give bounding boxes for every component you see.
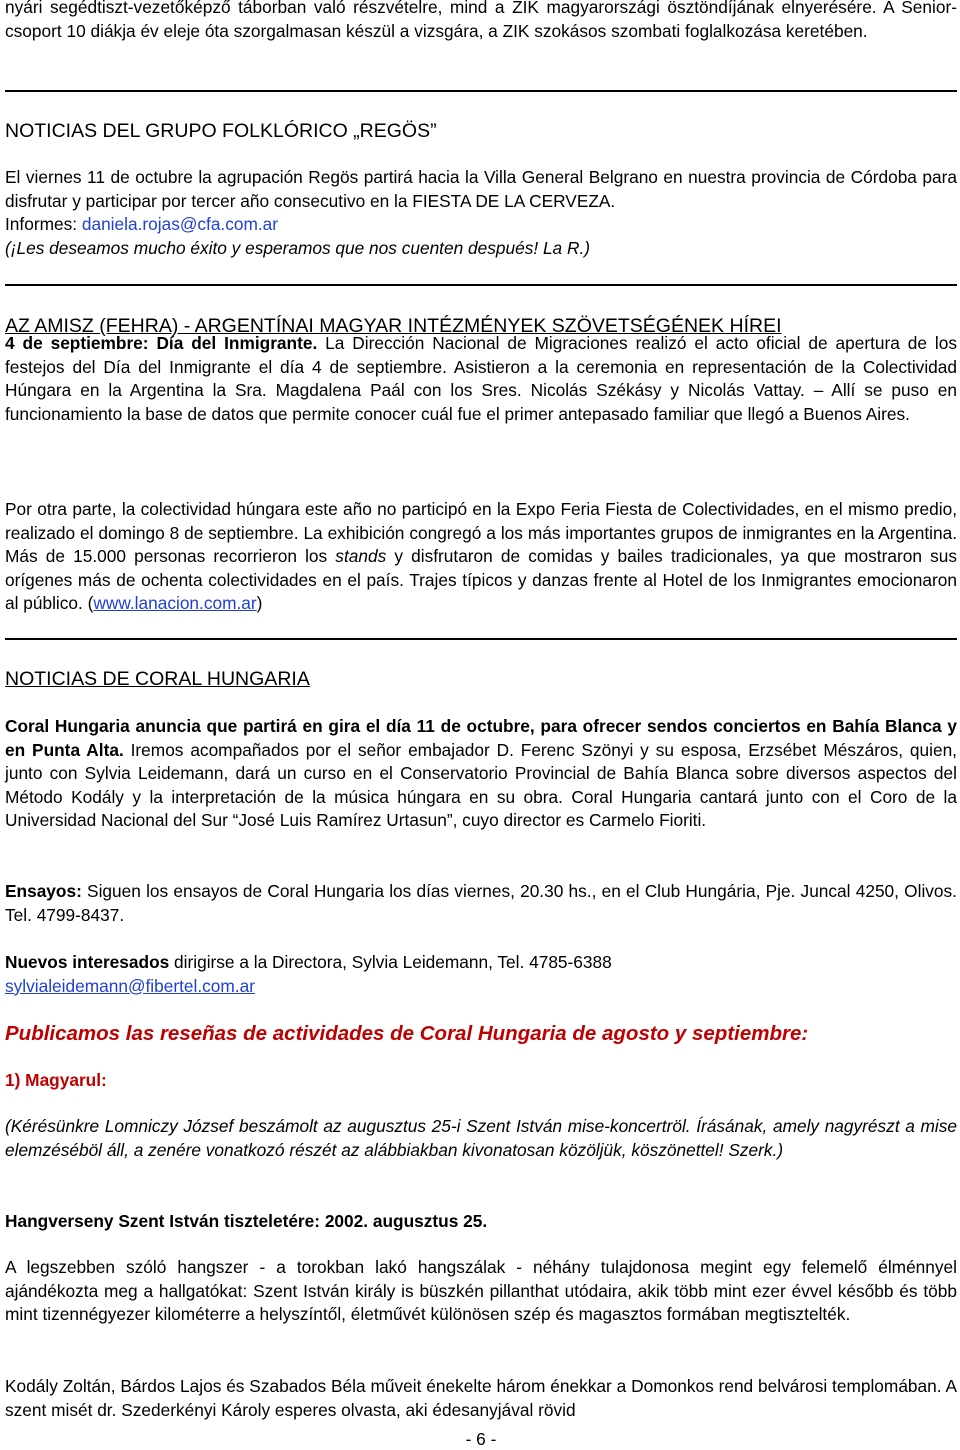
concert-p1-block bbox=[5, 1256, 957, 1327]
fehra-title: AZ AMISZ (FEHRA) - ARGENTÍNAI MAGYAR INTÉZMÉNYEK SZÖVETSÉGÉNEK HÍREI bbox=[5, 315, 782, 337]
coral-p1-bold: Coral Hungaria anuncia que partirá en gira el día 11 de octubre, para ofrecer sendos conciertos en Bahía Blanca y en Punta Alta. bbox=[5, 716, 957, 760]
concert-p2-block bbox=[5, 1375, 957, 1422]
lanacion-link[interactable]: www.lanacion.com.ar bbox=[93, 593, 257, 614]
coral-p1 bbox=[5, 715, 957, 833]
fehra-p2-text-b: y disfrutaron de comidas y bailes tradicionales, ya que mostraron sus orígenes más de ochenta colectividades en el país. Trajes típicos y danzas frente al Hotel de los Inmigrantes emocionaron al público. ( bbox=[5, 546, 957, 614]
publicamos-heading: Publicamos las reseñas de actividades de Coral Hungaria de agosto y septiembre: bbox=[5, 1022, 809, 1045]
regos-email-link[interactable]: daniela.rojas@cfa.com.ar bbox=[81, 214, 279, 235]
section-divider bbox=[5, 90, 957, 92]
intro-text: nyári segédtiszt-vezetőképző táborban való részvételre, mind a ZIK magyarországi ösztöndíjának elnyerésére. A Senior-csoport 10 diákja év eleje óta szorgalmasan készül a vizsgára, a ZIK szokásos szombati foglalkozása keretében. bbox=[5, 0, 957, 41]
section-divider bbox=[5, 638, 957, 640]
nuevos-label: Nuevos interesados bbox=[5, 952, 170, 972]
intro-paragraph bbox=[5, 0, 957, 43]
ensayos-paragraph bbox=[5, 880, 957, 927]
coral-ensayos bbox=[5, 880, 957, 927]
editor-note: (Kérésünkre Lomniczy József beszámolt az augusztus 25-i Szent István mise-koncertröl. Írásának, amely nagyrészt a mise elemzéséböl áll, a zenére vonatkozó részét az alábbiakban kivonatosan közöljük, köszönettel! Szerk.) bbox=[5, 1116, 957, 1160]
fehra-p2-end: ) bbox=[256, 593, 263, 614]
fehra-p2-text-a: Por otra parte, la colectividad húngara este año no participó en la Expo Feria Fiesta de Colectividades, en el mismo predio, realizado el domingo 8 de septiembre. La exhibición congregó a los más importantes grupos de inmigrantes en la Argentina. Más de 15.000 personas recorrieron los bbox=[5, 499, 957, 567]
concert-paragraph-1: A legszebben szóló hangszer - a torokban lakó hangszálak - néhány tulajdonosa megint egy felemelő élménnyel ajándékozta meg a hallgatókat: Szent István király is büszkén pillanthat utódaira, akik több mint ezer évvel később és több mint tizennégyezer kilométerre a helyszíntől, életművét különösen szép és magasztos formában megtisztelték. bbox=[5, 1257, 957, 1325]
coral-section bbox=[5, 667, 957, 691]
coral-paragraph-1 bbox=[5, 715, 957, 833]
fehra-p2 bbox=[5, 498, 957, 616]
coral-p1-text: Iremos acompañados por el señor embajador D. Ferenc Szönyi y su esposa, Erzsébet Mészáros, quien, junto con Sylvia Leidemann, dará un curso en el Conservatorio Provincial de Bahía Blanca sobre diversos aspectos del Método Kodály y la interpretación de la música húngara en su obra. Coral Hungaria cantará junto con el Coro de la Universidad Nacional del Sur “José Luis Ramírez Urtasun”, cuyo director es Carmelo Fioriti. bbox=[5, 739, 957, 831]
coral-nuevos bbox=[5, 951, 957, 998]
nuevos-text: dirigirse a la Directora, Sylvia Leidemann, Tel. 4785-6388 bbox=[169, 952, 612, 972]
regos-body-text: El viernes 11 de octubre la agrupación Regös partirá hacia la Villa General Belgrano en nuestra provincia de Córdoba para disfrutar y participar por tercer año consecutivo en la FIESTA DE LA CERVEZA. bbox=[5, 167, 957, 211]
concert-title-block bbox=[5, 1210, 957, 1234]
editor-note-block bbox=[5, 1115, 957, 1162]
informes-label: Informes: bbox=[5, 214, 82, 235]
fehra-p1-bold: 4 de septiembre: Día del Inmigrante. bbox=[5, 333, 318, 353]
fehra-paragraph-1 bbox=[5, 332, 957, 426]
ensayos-label: Ensayos: bbox=[5, 881, 82, 901]
regos-closing: (¡Les deseamos mucho éxito y esperamos que nos cuenten después! La R.) bbox=[5, 237, 591, 258]
regos-title: NOTICIAS DEL GRUPO FOLKLÓRICO „REGÖS” bbox=[5, 120, 437, 142]
section-divider bbox=[5, 284, 957, 286]
fehra-paragraph-2 bbox=[5, 498, 957, 616]
concert-title: Hangverseny Szent István tiszteletére: 2002. augusztus 25. bbox=[5, 1211, 488, 1231]
leidemann-email-link[interactable]: sylvialeidemann@fibertel.com.ar bbox=[5, 975, 255, 996]
section-1-heading: 1) Magyarul: bbox=[5, 1070, 107, 1090]
section-1-block bbox=[5, 1069, 957, 1093]
pub-heading-block bbox=[5, 1022, 957, 1046]
fehra-p2-italic: stands bbox=[335, 546, 387, 567]
page-number: - 6 - bbox=[465, 1429, 497, 1449]
coral-title: NOTICIAS DE CORAL HUNGARIA bbox=[5, 668, 310, 690]
regos-body bbox=[5, 166, 957, 260]
ensayos-text: Siguen los ensayos de Coral Hungaria los días viernes, 20.30 hs., en el Club Hungária, Pje. Juncal 4250, Olivos. Tel. 4799-8437. bbox=[5, 881, 957, 925]
fehra-p1-text: La Dirección Nacional de Migraciones realizó el acto oficial de apertura de los festejos del Día del Inmigrante el día 4 de septiembre. Asistieron a la ceremonia en representación de la Colectividad Húngara en la Argentina la Sra. Magdalena Paál con los Sres. Nicolás Székásy y Nicolás Vattay. – Allí se puso en funcionamiento la base de datos que permite conocer cuál fue el primer antepasado familiar que llegó a Buenos Aires. bbox=[5, 333, 957, 424]
regos-section bbox=[5, 119, 957, 143]
regos-informes bbox=[5, 213, 957, 237]
concert-paragraph-2: Kodály Zoltán, Bárdos Lajos és Szabados Béla műveit énekelte három énekkar a Domonkos rend belvárosi templomában. A szent misét dr. Szederkényi Károly esperes olvasta, aki édesanyjával rövid bbox=[5, 1376, 957, 1420]
fehra-p1 bbox=[5, 332, 957, 426]
nuevos-paragraph bbox=[5, 951, 957, 998]
